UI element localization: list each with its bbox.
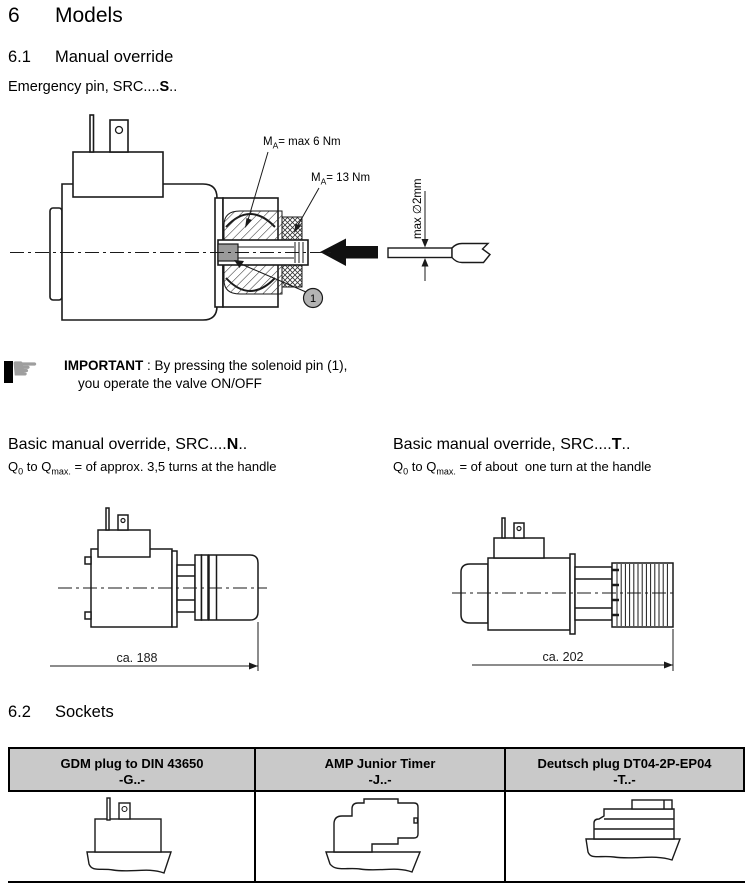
- torque-label-max6: $M_A= \max 6$ Nm: [263, 136, 341, 151]
- emergency-pin-caption: Emergency pin, SRC....S..: [8, 79, 178, 95]
- section-title: Sockets: [55, 703, 114, 721]
- socket-header-deutsch: [506, 747, 745, 792]
- override-n-figure: [40, 500, 275, 680]
- section-number: 6.1: [8, 48, 31, 66]
- dimension-label-188: ca. 188: [116, 651, 158, 665]
- socket-title: GDM plug to DIN 43650: [60, 756, 204, 771]
- override-t-title: Basic manual override, SRC....T..: [393, 436, 631, 453]
- pointing-hand-icon: ☛: [11, 351, 39, 386]
- override-t-figure: [440, 500, 690, 680]
- socket-code: -G..-: [119, 772, 145, 787]
- dimension-202: [472, 629, 673, 671]
- socket-header-gdm: [8, 747, 256, 792]
- important-note-icon: [4, 352, 39, 386]
- important-text-line2: you operate the valve ON/OFF: [78, 376, 262, 391]
- override-n-description: $Q_0$ to $Q_{max.}$ = of approx. 3,5 turns at the handle: [8, 459, 277, 477]
- callout-1-label: 1: [309, 293, 317, 305]
- socket-header-amp: [256, 747, 506, 792]
- sockets-header-row: [8, 747, 745, 792]
- socket-cell-gdm: [8, 792, 256, 883]
- section-number: 6: [8, 4, 20, 27]
- important-note: [64, 358, 424, 391]
- socket-title: AMP Junior Timer: [324, 756, 436, 771]
- socket-title: Deutsch plug DT04-2P-EP04: [537, 756, 712, 771]
- solenoid-t-drawing: [461, 518, 673, 634]
- screwdriver-drawing: [388, 244, 490, 263]
- dimension-label-202: ca. 202: [542, 650, 584, 664]
- pin-diameter-label: max ∅2mm: [412, 178, 424, 239]
- override-n-title: Basic manual override, SRC....N..: [8, 436, 248, 453]
- socket-cell-amp: [256, 792, 506, 883]
- sockets-drawing-row: [8, 792, 745, 883]
- deutsch-plug-drawing: [546, 794, 706, 880]
- dimension-188: [50, 622, 258, 671]
- section-number: 6.2: [8, 703, 31, 721]
- socket-code: -J..-: [368, 772, 392, 787]
- section-manual-override-heading: [8, 48, 173, 67]
- section-title: Models: [55, 4, 123, 27]
- socket-cell-deutsch: [506, 792, 745, 883]
- socket-code: -T..-: [613, 772, 636, 787]
- solenoid-coil-drawing: [50, 115, 217, 320]
- gdm-plug-drawing: [51, 794, 211, 880]
- section-title: Manual override: [55, 48, 174, 66]
- torque-label-13nm: $M_A= 13$ Nm: [311, 172, 371, 187]
- section-models-heading: [8, 4, 123, 28]
- sockets-table: [8, 747, 745, 883]
- important-text-line1: IMPORTANT : By pressing the solenoid pin (1),: [64, 358, 348, 373]
- section-sockets-heading: [8, 703, 114, 722]
- amp-junior-timer-drawing: [300, 794, 460, 880]
- override-t-description: $Q_0$ to $Q_{max.}$ = of about one turn at the handle: [393, 459, 652, 477]
- solenoid-n-drawing: [85, 508, 258, 627]
